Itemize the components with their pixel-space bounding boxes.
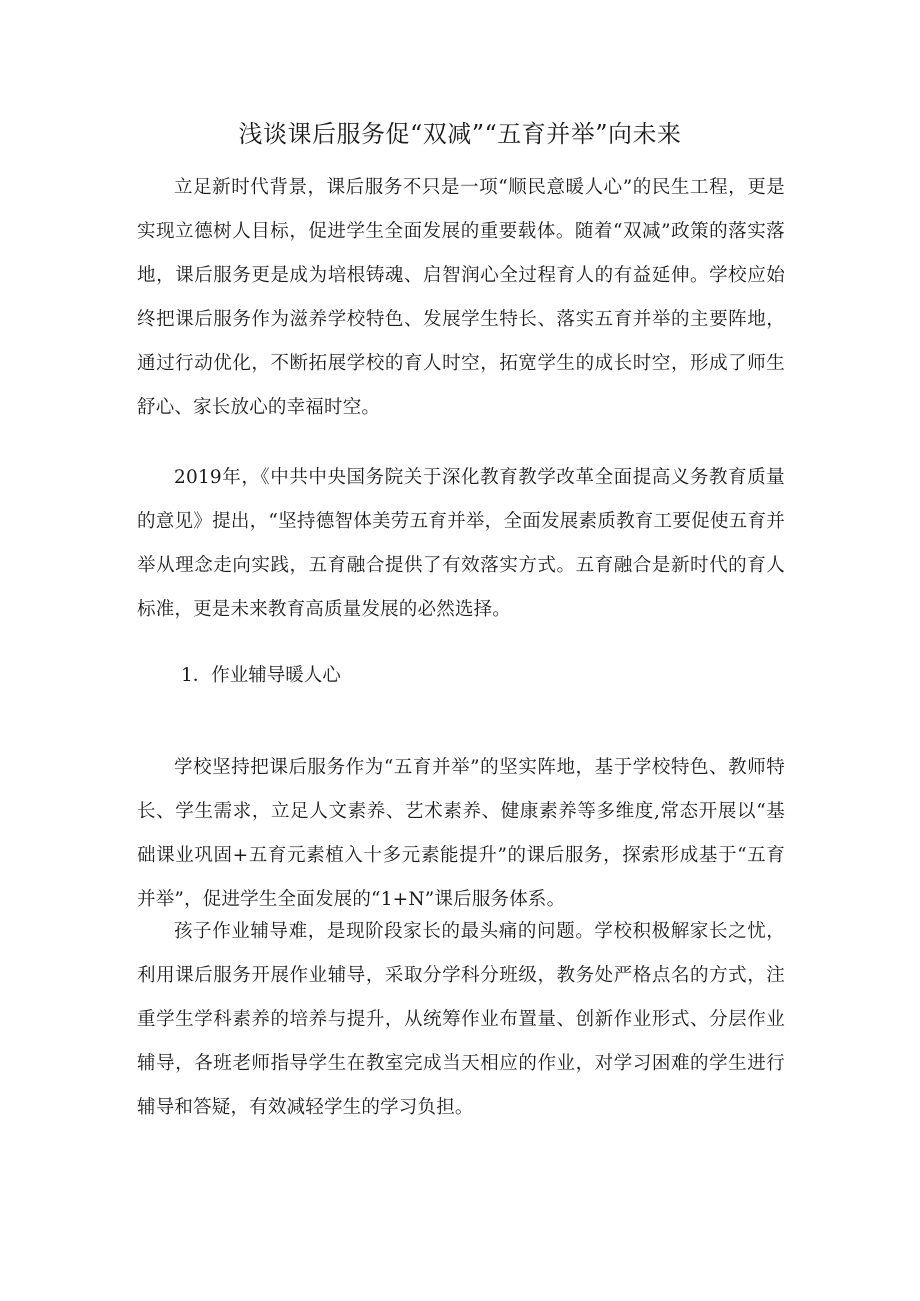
section-heading: 1．作业辅导暖人心: [181, 665, 341, 686]
document-title: 浅谈课后服务促“双减”“五育并举”向未来: [238, 120, 682, 148]
paragraph-intro: 立足新时代背景，课后服务不只是一项“顺民意暖人心”的民生工程，更是实现立德树人目标，促进学生全面发展的重要载体。随着“双减”政策的落实落地，课后服务更是成为培根铸魂、启智润心全过程育人的有益延伸。学校应始终把课后服务作为滋养学校特色、发展学生特长、落实五育并举的主要阵地，通过行动优化，不断拓展学校的育人时空，拓宽学生的成长时空，形成了师生舒心、家长放心的幸福时空。: [137, 177, 785, 418]
paragraph-homework-tutoring: 孩子作业辅导难，是现阶段家长的最头痛的问题。学校积极解家长之忧，利用课后服务开展作业辅导，采取分学科分班级，教务处严格点名的方式，注重学生学科素养的培养与提升，从统筹作业布置量、创新作业形式、分层作业辅导，各班老师指导学生在教室完成当天相应的作业，对学习困难的学生进行辅导和答疑，有效减轻学生的学习负担。: [137, 921, 785, 1118]
paragraph-policy: 2019年，《中共中央国务院关于深化教育教学改革全面提高义务教育质量的意见》提出，“坚持德智体美劳五育并举，全面发展素质教育工要促使五育并举从理念走向实践，五育融合提供了有效落实方式。五育融合是新时代的育人标准，更是未来教育高质量发展的必然选择。: [137, 467, 785, 620]
paragraph-service-system: 学校坚持把课后服务作为“五育并举”的坚实阵地，基于学校特色、教师特长、学生需求，立足人文素养、艺术素养、健康素养等多维度,常态开展以“基础课业巩固+五育元素植入十多元素能提升”的课后服务，探索形成基于“五育并举”，促进学生全面发展的“1+N”课后服务体系。: [137, 757, 785, 910]
